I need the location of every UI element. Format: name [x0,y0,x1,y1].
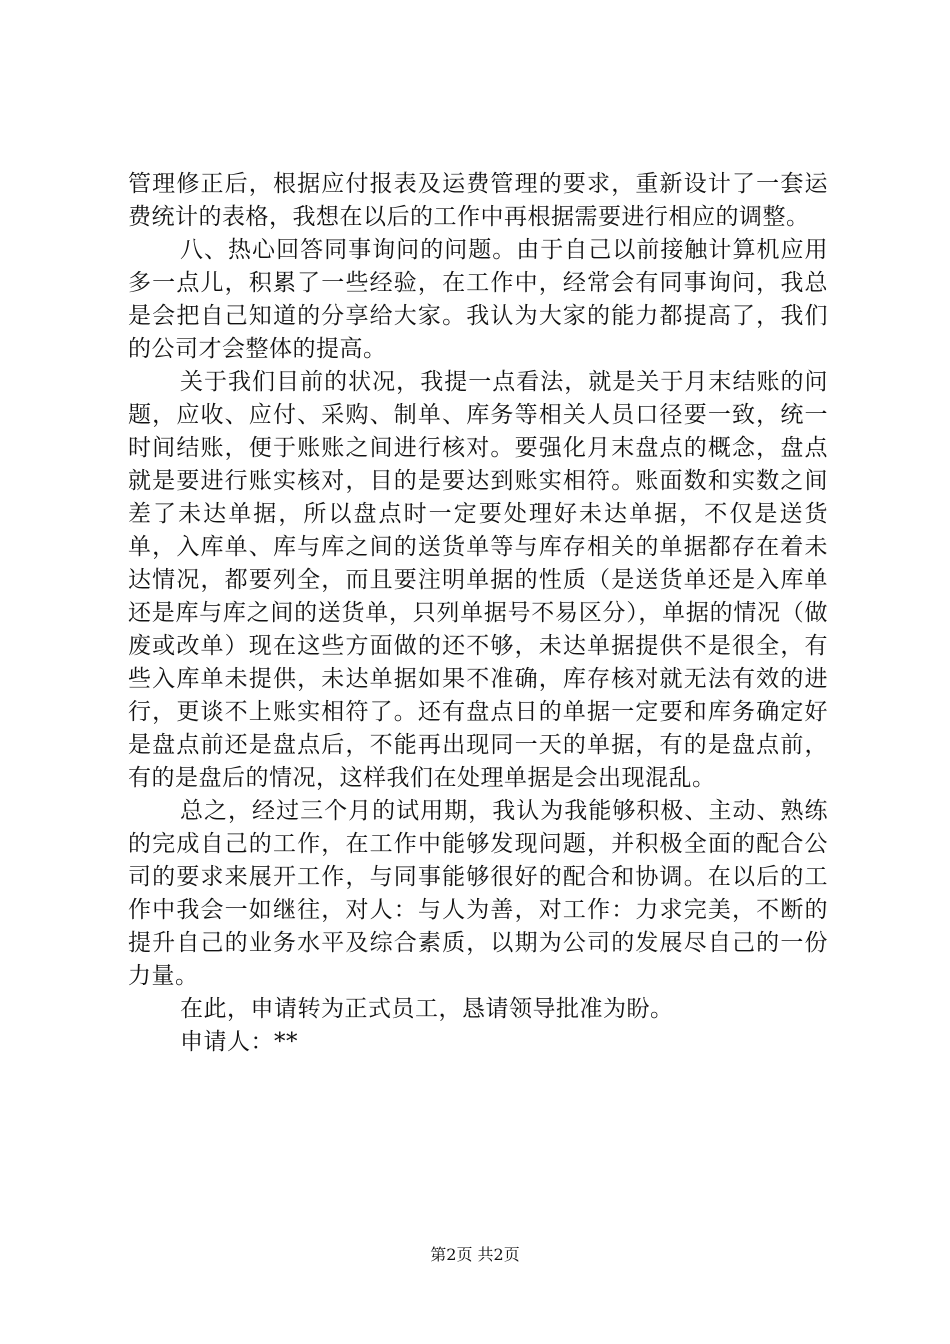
paragraph-continuation: 管理修正后，根据应付报表及运费管理的要求，重新设计了一套运费统计的表格，我想在以后的工作中再根据需要进行相应的调整。 [128,171,828,230]
paragraph-current-status: 关于我们目前的状况，我提一点看法，就是关于月末结账的问题，应收、应付、采购、制单、库务等相关人员口径要一致，统一时间结账，便于账账之间进行核对。要强化月末盘点的概念，盘点就是要进行账实核对，目的是要达到账实相符。账面数和实数之间差了未达单据，所以盘点时一定要处理好未达单据，不仅是送货单，入库单、库与库之间的送货单等与库存相关的单据都存在着未达情况，都要列全，而且要注明单据的性质（是送货单还是入库单还是库与库之间的送货单，只列单据号不易区分），单据的情况（做废或改单）现在这些方面做的还不够，未达单据提供不是很全，有些入库单未提供，未达单据如果不准确，库存核对就无法有效的进行，更谈不上账实相符了。还有盘点日的单据一定要和库务确定好是盘点前还是盘点后，不能再出现同一天的单据，有的是盘点前，有的是盘后的情况，这样我们在处理单据是会出现混乱。 [128,369,828,791]
page-number-footer: 第2页 共2页 [430,1245,520,1264]
document-body [128,168,828,1059]
applicant-signature-line: 申请人：** [180,1029,298,1055]
paragraph-summary: 总之，经过三个月的试用期，我认为我能够积极、主动、熟练的完成自己的工作，在工作中能够发现问题，并积极全面的配合公司的要求来展开工作，与同事能够很好的配合和协调。在以后的工作中我会一如继往，对人：与人为善，对工作：力求完美，不断的提升自己的业务水平及综合素质，以期为公司的发展尽自己的一份力量。 [128,798,828,989]
paragraph-request: 在此，申请转为正式员工，恳请领导批准为盼。 [180,996,674,1022]
paragraph-item-eight: 八、热心回答同事询问的问题。由于自己以前接触计算机应用多一点儿，积累了一些经验，在工作中，经常会有同事询问，我总是会把自己知道的分享给大家。我认为大家的能力都提高了，我们的公司才会整体的提高。 [128,237,828,362]
